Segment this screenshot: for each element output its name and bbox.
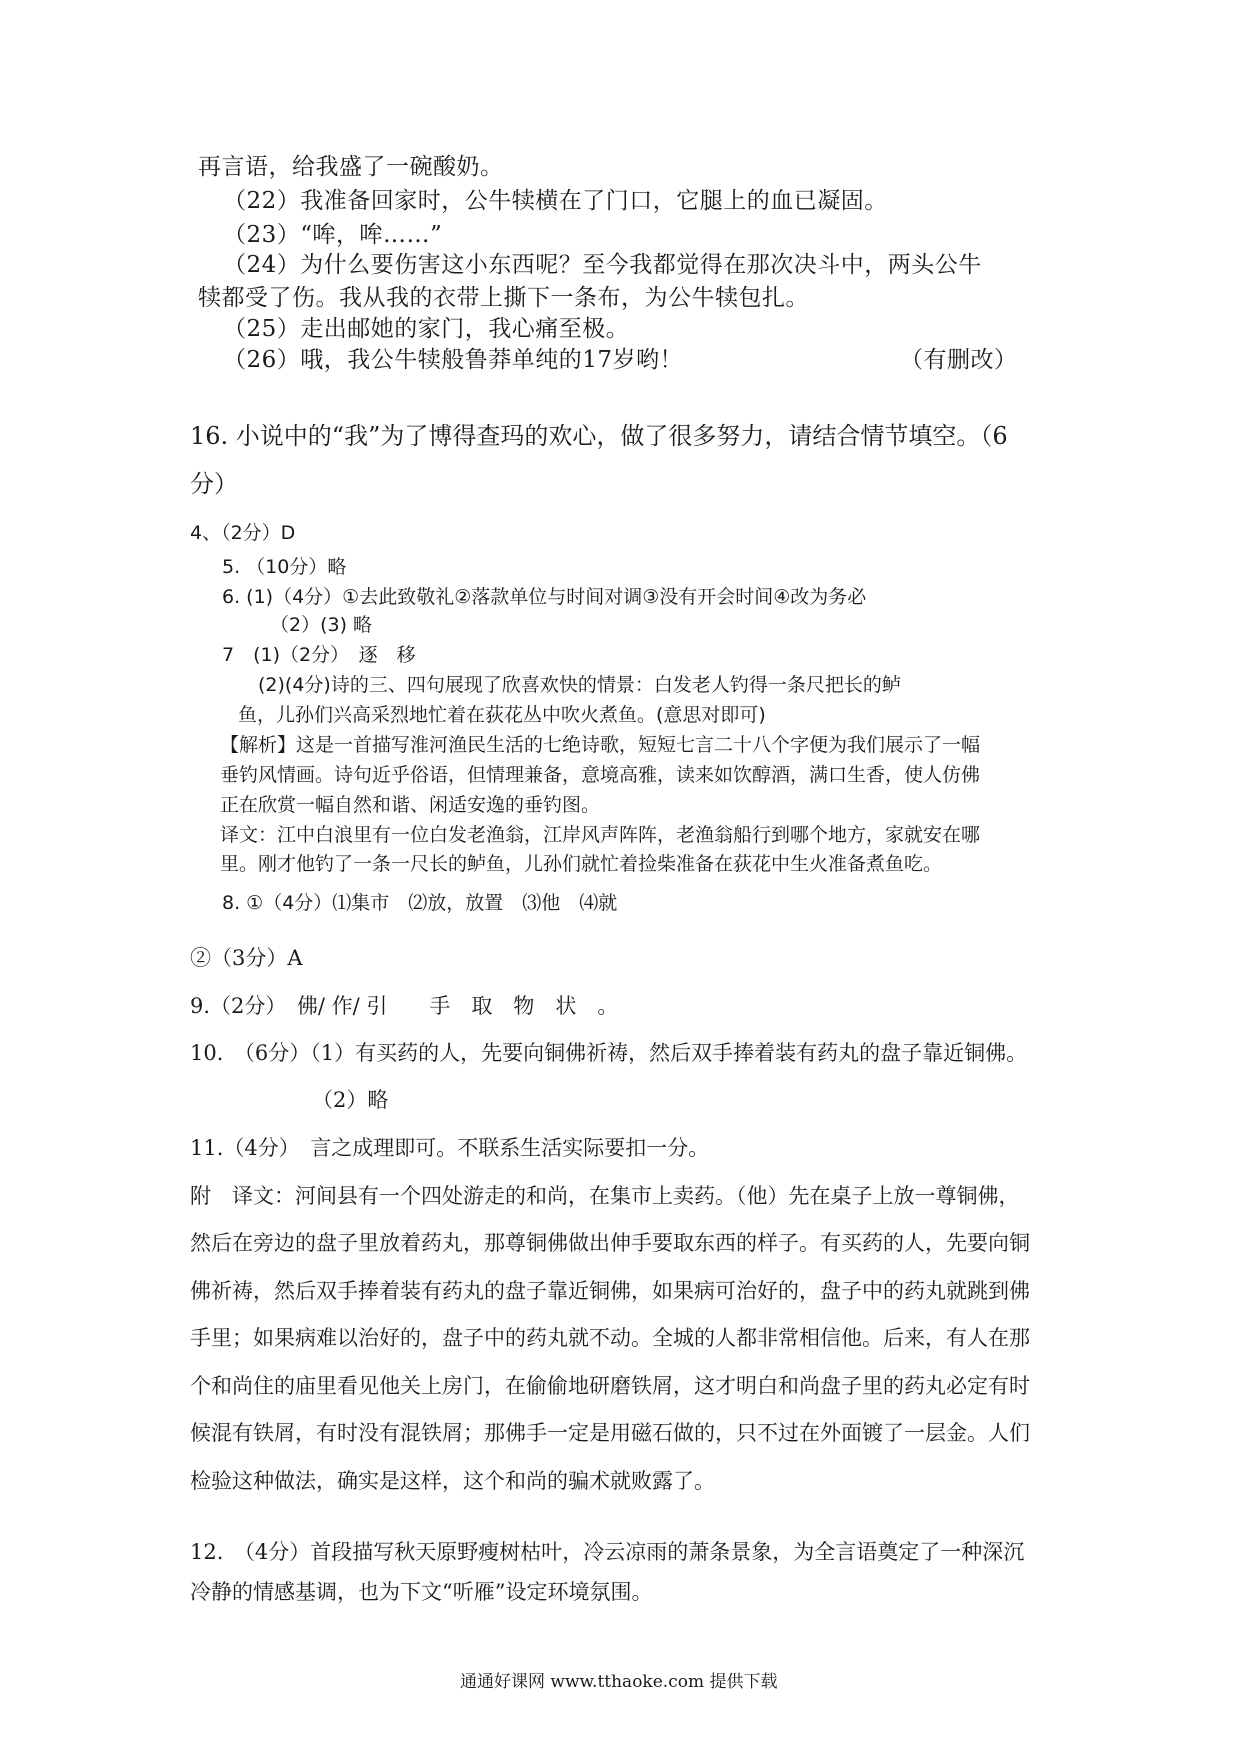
translation-line: 手里；如果病难以治好的，盘子中的药丸就不动。全城的人都非常相信他。后来，有人在那	[190, 1326, 1030, 1350]
answer-line: 5. （10分）略	[222, 556, 347, 578]
answer-line: 里。刚才他钓了一条一尺长的鲈鱼，儿孙们就忙着捡柴准备在荻花中生火准备煮鱼吃。	[220, 853, 943, 875]
translation-line: 检验这种做法，确实是这样，这个和尚的骗术就败露了。	[190, 1469, 715, 1493]
answer-line: 鱼，儿孙们兴高采烈地忙着在荻花丛中吹火煮鱼。(意思对即可)	[238, 704, 766, 726]
passage-line: （25）走出邮她的家门，我心痛至极。	[223, 316, 630, 342]
answer-line: 正在欣赏一幅自然和谐、闲适安逸的垂钓图。	[220, 794, 601, 816]
answer-line: 7 (1)（2分） 逐 移	[222, 644, 416, 666]
translation-line: 然后在旁边的盘子里放着药丸，那尊铜佛做出伸手要取东西的样子。有买药的人，先要向铜	[190, 1231, 1030, 1255]
answer-line: 6. (1)（4分）①去此致敬礼②落款单位与时间对调③没有开会时间④改为务必	[222, 586, 867, 608]
answer-line: 10. （6分）（1）有买药的人，先要向铜佛祈祷，然后双手捧着装有药丸的盘子靠近铜佛。	[190, 1041, 1028, 1065]
answer-line: 【解析】这是一首描写淮河渔民生活的七绝诗歌，短短七言二十八个字便为我们展示了一幅	[220, 734, 981, 756]
answer-line: ②（3分）A	[190, 946, 303, 970]
answer-line: 9.（2分） 佛/ 作/ 引 手 取 物 状 。	[190, 994, 619, 1018]
answer-line: （2）(3) 略	[270, 614, 373, 636]
passage-line: （23）“哞，哞……”	[223, 222, 443, 248]
translation-line: 附 译文：河间县有一个四处游走的和尚，在集市上卖药。（他）先在桌子上放一尊铜佛，	[190, 1184, 1020, 1208]
passage-line: 再言语，给我盛了一碗酸奶。	[198, 154, 504, 180]
answer-line: 12. （4分）首段描写秋天原野瘦树枯叶，冷云凉雨的萧条景象，为全言语奠定了一种深沉	[190, 1540, 1025, 1564]
answer-line: 8. ①（4分）⑴集市 ⑵放，放置 ⑶他 ⑷就	[222, 892, 618, 914]
question-16-cont: 分）	[190, 470, 238, 498]
page-footer: 通通好课网 www.tthaoke.com 提供下载	[460, 1672, 778, 1692]
passage-line: 犊都受了伤。我从我的衣带上撕下一条布，为公牛犊包扎。	[198, 285, 809, 311]
translation-line: 佛祈祷，然后双手捧着装有药丸的盘子靠近铜佛，如果病可治好的，盘子中的药丸就跳到佛	[190, 1279, 1030, 1303]
answer-line: 冷静的情感基调，也为下文“听雁”设定环境氛围。	[190, 1580, 653, 1604]
answer-line: 11.（4分） 言之成理即可。不联系生活实际要扣一分。	[190, 1136, 710, 1160]
answer-line: 译文：江中白浪里有一位白发老渔翁，江岸风声阵阵，老渔翁船行到哪个地方，家就安在哪	[220, 824, 981, 846]
answer-line: （2）略	[312, 1088, 389, 1112]
passage-line: （26）哦，我公牛犊般鲁莽单纯的17岁哟！	[223, 347, 684, 373]
answer-line: (2)(4分)诗的三、四句展现了欣喜欢快的情景：白发老人钓得一条尺把长的鲈	[258, 674, 901, 696]
translation-line: 候混有铁屑，有时没有混铁屑；那佛手一定是用磁石做的，只不过在外面镀了一层金。人们	[190, 1421, 1030, 1445]
translation-line: 个和尚住的庙里看见他关上房门，在偷偷地研磨铁屑，这才明白和尚盘子里的药丸必定有时	[190, 1374, 1030, 1398]
passage-line: （24）为什么要伤害这小东西呢？至今我都觉得在那次决斗中，两头公牛	[223, 252, 982, 278]
answer-line: 垂钓风情画。诗句近乎俗语，但情理兼备，意境高雅，读来如饮醇酒，满口生香，使人仿佛	[220, 764, 981, 786]
passage-line: （22）我准备回家时，公牛犊横在了门口，它腿上的血已凝固。	[223, 188, 888, 214]
question-16: 16. 小说中的“我”为了博得查玛的欢心，做了很多努力，请结合情节填空。（6	[190, 422, 1008, 450]
answer-line: 4、（2分）D	[190, 522, 296, 544]
passage-note: （有删改）	[900, 347, 1018, 373]
